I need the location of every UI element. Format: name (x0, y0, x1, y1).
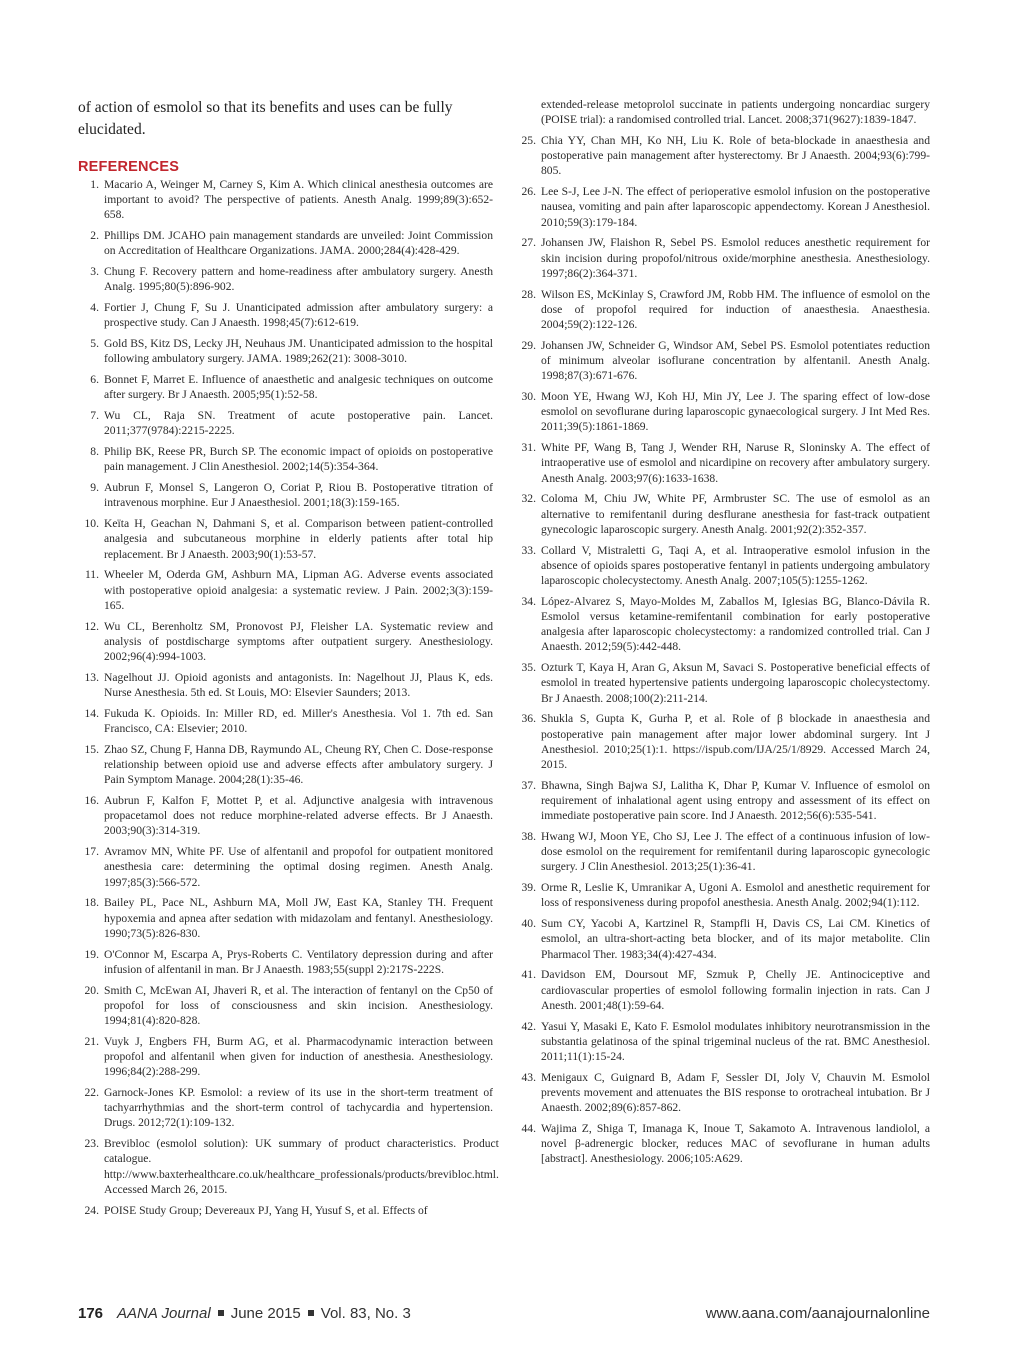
reference-item (515, 389, 930, 435)
reference-text: Aubrun F, Kalfon F, Mottet P, et al. Adjunctive analgesia with intravenous propacetamol does not reduce morphine-related adverse effects. Br J Anaesth. 2003;90(3):314-319. (104, 794, 493, 838)
references-list-right (515, 97, 930, 127)
reference-item (78, 983, 493, 1029)
reference-number: 30. (521, 390, 536, 404)
reference-item (78, 1034, 493, 1080)
reference-number: 24. (84, 1203, 99, 1217)
issue-date: June 2015 (230, 1305, 301, 1322)
reference-number: 25. (521, 134, 536, 147)
reference-text: POISE Study Group; Devereaux PJ, Yang H, Yusuf S, et al. Effects of (104, 1203, 428, 1217)
reference-number: 26. (521, 185, 536, 199)
reference-text: O'Connor M, Escarpa A, Prys-Roberts C. Ventilatory depression during and after infusion of alfentanil in man. Br J Anaesth. 1983;55(suppl 2):217S-222S. (104, 947, 493, 976)
reference-text: Wu CL, Berenholtz SM, Pronovost PJ, Fleisher LA. Systematic review and analysis of postdischarge symptoms after outpatient surgery. Anesthesiology. 2002;96(4):994-1003. (104, 619, 493, 664)
reference-text: Yasui Y, Masaki E, Kato F. Esmolol modulates inhibitory neurotransmission in the substantia gelatinosa of the spinal trigeminal nucleus of the rat. BMC Anesthesiol. 2011;11(1):15-24. (541, 1019, 930, 1064)
reference-text: Shukla S, Gupta K, Gurha P, et al. Role of β blockade in anaesthesia and postoperative pain management after major lower abdominal surgery. Int J Anesthesiol. 2010;25(1):1. https://ispub.com/IJA/25/1/8929. Accessed March 24, 2015. (541, 712, 930, 772)
references-list-left (78, 177, 499, 1218)
reference-continuation (515, 97, 930, 127)
reference-number: 41. (521, 968, 536, 982)
reference-number: 15. (84, 742, 99, 756)
reference-text: Macario A, Weinger M, Carney S, Kim A. Which clinical anesthesia outcomes are important to avoid? The perspective of patients. Anesth Analg. 1999;89(3):652-658. (104, 178, 493, 222)
reference-number: 27. (521, 236, 536, 250)
reference-text: Wilson ES, McKinlay S, Crawford JM, Robb HM. The influence of esmolol on the dose of propofol required for induction of anaesthesia. Anaesthesia. 2004;59(2):122-126. (541, 287, 930, 332)
reference-item (515, 916, 930, 962)
reference-number: 40. (521, 917, 536, 931)
reference-item (515, 184, 930, 230)
reference-item (515, 1121, 930, 1167)
reference-number: 16. (84, 794, 99, 808)
reference-text: Bailey PL, Pace NL, Ashburn MA, Moll JW, East KA, Stanley TH. Frequent hypoxemia and apnea after sedation with midazolam and fentanyl. Anesthesiology. 1990;73(5):826-830. (104, 896, 493, 940)
reference-number: 28. (521, 287, 536, 301)
reference-text: Johansen JW, Flaishon R, Sebel PS. Esmolol reduces anesthetic requirement for skin incision during propofol/nitrous oxide/morphine anesthesia. Anesthesiology. 1997;86(2):364-371. (541, 236, 930, 280)
reference-item (78, 408, 493, 438)
reference-item (515, 543, 930, 589)
reference-text: Sum CY, Yacobi A, Kartzinel R, Stampfli H, Davis CS, Lai CM. Kinetics of esmolol, an ultra-short-acting beta blocker, and of its major metabolite. Clin Pharmacol Ther. 1983;34(4):427-434. (541, 917, 930, 961)
reference-item (515, 491, 930, 537)
reference-number: 31. (521, 441, 536, 455)
reference-text: Gold BS, Kitz DS, Lecky JH, Neuhaus JM. Unanticipated admission to the hospital following ambulatory surgery. JAMA. 1989;262(21): 3008-3010. (104, 337, 493, 366)
reference-number: 14. (84, 706, 99, 720)
reference-number: 43. (521, 1070, 536, 1084)
reference-text: Bonnet F, Marret E. Influence of anaesthetic and analgesic techniques on outcome after surgery. Br J Anaesth. 2005;95(1):52-58. (104, 373, 493, 402)
reference-number: 32. (521, 492, 536, 506)
reference-text: Keïta H, Geachan N, Dahmani S, et al. Comparison between patient-controlled analgesia and subcutaneous morphine in elderly patients after total hip replacement. Br J Anaesth. 2003;90(1):53-57. (104, 517, 493, 561)
reference-item (515, 829, 930, 875)
reference-item (78, 177, 493, 223)
reference-text: Moon YE, Hwang WJ, Koh HJ, Min JY, Lee J. The sparing effect of low-dose esmolol on sevoflurane during laparoscopic gynaecological surgery. J Int Med Res. 2011;39(5):1861-1869. (541, 390, 930, 434)
reference-item (515, 287, 930, 333)
reference-text: Philip BK, Reese PR, Burch SP. The economic impact of opioids on postoperative pain management. J Clin Anesthesiol. 2002;14(5):354-364. (104, 445, 493, 474)
reference-item (78, 567, 493, 613)
reference-number: 7. (90, 409, 99, 423)
reference-item (515, 778, 930, 824)
reference-number: 4. (90, 301, 99, 315)
reference-number: 20. (84, 983, 99, 997)
reference-number: 35. (521, 661, 536, 675)
reference-text: Coloma M, Chiu JW, White PF, Armbruster SC. The use of esmolol as an alternative to remifentanil during desflurane anesthesia for fast-track outpatient gynecologic laparoscopic surgery. Anesth Analg. 2001;92(2):352-357. (541, 492, 930, 536)
reference-text: Wu CL, Raja SN. Treatment of acute postoperative pain. Lancet. 2011;377(9784):2215-2225. (104, 409, 493, 438)
reference-item (515, 133, 930, 179)
reference-text: Chia YY, Chan MH, Ko NH, Liu K. Role of beta-blockade in anaesthesia and postoperative pain management after hysterectomy. Br J Anaesth. 2004;93(6):799-805. (541, 134, 930, 178)
reference-item (78, 706, 493, 736)
reference-item (515, 967, 930, 1013)
reference-number: 36. (521, 712, 536, 726)
reference-number: 12. (84, 619, 99, 633)
reference-item (78, 793, 493, 839)
reference-number: 1. (90, 178, 99, 191)
reference-number: 42. (521, 1019, 536, 1033)
reference-text: Aubrun F, Monsel S, Langeron O, Coriat P, Riou B. Postoperative titration of intravenous morphine. Eur J Anaesthesiol. 2001;18(3):159-165. (104, 481, 493, 510)
reference-item (515, 1070, 930, 1116)
reference-number: 29. (521, 338, 536, 352)
reference-number: 10. (84, 517, 99, 531)
reference-item (515, 880, 930, 910)
references-heading: REFERENCES (78, 159, 180, 175)
reference-number: 11. (84, 568, 99, 582)
reference-number: 5. (90, 337, 99, 351)
reference-number: 22. (84, 1086, 99, 1100)
reference-text: Zhao SZ, Chung F, Hanna DB, Raymundo AL, Cheung RY, Chen C. Dose-response relationship between opioid use and adverse effects after ambulatory surgery. J Pain Symptom Manage. 2004;28(1):35-46. (104, 742, 493, 787)
reference-item (515, 594, 930, 655)
reference-number: 18. (84, 896, 99, 910)
reference-item (78, 844, 493, 890)
reference-number: 3. (90, 265, 99, 279)
reference-item (78, 372, 493, 402)
reference-item (515, 660, 930, 706)
journal-name: AANA Journal (117, 1305, 211, 1322)
reference-number: 33. (521, 543, 536, 557)
closing-paragraph: of action of esmolol so that its benefits and uses can be fully elucidated. (78, 99, 453, 138)
reference-number: 38. (521, 830, 536, 844)
reference-number: 13. (84, 670, 99, 684)
volume-issue: Vol. 83, No. 3 (320, 1305, 411, 1322)
footer-citation (78, 1305, 411, 1322)
reference-number: 37. (521, 778, 536, 792)
reference-number: 2. (90, 229, 99, 243)
reference-item (78, 480, 493, 510)
reference-item (515, 440, 930, 486)
reference-text: Hwang WJ, Moon YE, Cho SJ, Lee J. The effect of a continuous infusion of low-dose esmolol on the requirement for remifentanil during laparoscopic gynecologic surgery. J Clin Anesthesiol. 2013;25(1):36-41. (541, 830, 930, 874)
footer-url[interactable]: www.aana.com/aanajournalonline (705, 1305, 930, 1322)
reference-item (515, 711, 930, 772)
reference-item (78, 1203, 493, 1218)
left-column (78, 97, 499, 1223)
reference-text: Wheeler M, Oderda GM, Ashburn MA, Lipman AG. Adverse events associated with postoperative opioid analgesia: a systematic review. J Pain. 2002;3(3):159-165. (104, 568, 493, 612)
square-bullet-icon (218, 1310, 224, 1316)
reference-item (78, 300, 493, 330)
reference-number: 34. (521, 594, 536, 608)
reference-text: Vuyk J, Engbers FH, Burm AG, et al. Pharmacodynamic interaction between propofol and alfentanil when given for induction of anesthesia. Anesthesiology. 1996;84(2):288-299. (104, 1034, 493, 1079)
reference-text: Collard V, Mistraletti G, Taqi A, et al. Intraoperative esmolol infusion in the absence of opioids spares postoperative fentanyl in patients undergoing ambulatory laparoscopic cholecystectomy. Anesth Analg. 2007;105(5):1255-1262. (541, 543, 930, 588)
reference-text: Garnock-Jones KP. Esmolol: a review of its use in the short-term treatment of tachyarrhythmias and the short-term control of tachycardia and hypertension. Drugs. 2012;72(1):109-132. (104, 1086, 493, 1130)
reference-number: 8. (90, 445, 99, 459)
reference-number: 39. (521, 881, 536, 895)
reference-text: extended-release metoprolol succinate in patients undergoing noncardiac surgery (POISE trial): a randomised controlled trial. Lancet. 2008;371(9627):1839-1847. (541, 98, 930, 127)
reference-item (78, 619, 493, 665)
reference-text: Lee S-J, Lee J-N. The effect of perioperative esmolol infusion on the postoperative nausea, vomiting and pain after laparoscopic appendectomy. Korean J Anesthesiol. 2010;59(3):179-184. (541, 185, 930, 229)
reference-item (78, 670, 493, 700)
reference-text: Phillips DM. JCAHO pain management standards are unveiled: Joint Commission on Accreditation of Healthcare Organizations. JAMA. 2000;284(4):428-429. (104, 229, 493, 258)
square-bullet-icon (308, 1310, 314, 1316)
right-column (515, 97, 930, 1172)
reference-number: 21. (84, 1034, 99, 1048)
reference-number: 23. (84, 1137, 99, 1151)
reference-text: Avramov MN, White PF. Use of alfentanil and propofol for outpatient monitored anesthesia care: determining the optimal dosing regimen. Anesth Analg. 1997;85(3):566-572. (104, 845, 493, 889)
reference-item (515, 338, 930, 384)
reference-item (78, 895, 493, 941)
reference-text: Orme R, Leslie K, Umranikar A, Ugoni A. Esmolol and anesthetic requirement for loss of responsiveness during propofol anesthesia. Anesth Analg. 2002;94(1):112. (541, 881, 930, 910)
reference-text: Smith C, McEwan AI, Jhaveri R, et al. The interaction of fentanyl on the Cp50 of propofol for loss of consciousness and skin incision. Anesthesiology. 1994;81(4):820-828. (104, 983, 493, 1028)
reference-text: White PF, Wang B, Tang J, Wender RH, Naruse R, Sloninsky A. The effect of intraoperative use of esmolol and nicardipine on recovery after ambulatory surgery. Anesth Analg. 2003;97(6):1633-1638. (541, 441, 930, 485)
reference-text: Menigaux C, Guignard B, Adam F, Sessler DI, Joly V, Chauvin M. Esmolol prevents movement and attenuates the BIS response to orotracheal intubation. Br J Anaesth. 2002;89(6):857-862. (541, 1070, 930, 1115)
reference-item (78, 1085, 493, 1131)
reference-item (78, 444, 493, 474)
reference-item (78, 264, 493, 294)
page-number: 176 (78, 1305, 104, 1322)
reference-number: 17. (84, 845, 99, 859)
reference-item (78, 228, 493, 258)
reference-text: Fukuda K. Opioids. In: Miller RD, ed. Miller's Anesthesia. Vol 1. 7th ed. San Francisco, CA: Elsevier; 2010. (104, 706, 493, 736)
reference-text: Ozturk T, Kaya H, Aran G, Aksun M, Savaci S. Postoperative beneficial effects of esmolol in treated hypertensive patients undergoing laparoscopic cholecystectomy. Br J Anaesth. 2008;100(2):211-214. (541, 661, 930, 705)
reference-text: Johansen JW, Schneider G, Windsor AM, Sebel PS. Esmolol potentiates reduction of minimum alveolar isoflurane concentration by alfentanil. Anesth Analg. 1998;87(3):671-676. (541, 338, 930, 383)
reference-text: López-Alvarez S, Mayo-Moldes M, Zaballos M, Iglesias BG, Blanco-Dávila R. Esmolol versus ketamine-remifentanil combination for early postoperative analgesia after laparoscopic cholecystectomy: a randomized controlled trial. Can J Anaesth. 2012;59(5):442-448. (541, 594, 930, 654)
reference-text: Chung F. Recovery pattern and home-readiness after ambulatory surgery. Anesth Analg. 1995;80(5):896-902. (104, 265, 493, 294)
reference-text: Nagelhout JJ. Opioid agonists and antagonists. In: Nagelhout JJ, Plaus K, eds. Nurse Anesthesia. 5th ed. St Louis, MO: Elsevier Saunders; 2013. (104, 670, 493, 700)
reference-item (515, 1019, 930, 1065)
references-list-right-items (515, 133, 930, 1167)
page-footer (78, 1305, 930, 1327)
reference-text: Bhawna, Singh Bajwa SJ, Lalitha K, Dhar P, Kumar V. Influence of esmolol on requirement of inhalational agent using entropy and assessment of its effect on immediate postoperative pain score. Ind J Anaesth. 2012;56(6):535-541. (541, 778, 930, 823)
reference-number: 19. (84, 947, 99, 961)
reference-text: Wajima Z, Shiga T, Imanaga K, Inoue T, Sakamoto A. Intravenous landiolol, a novel β-adrenergic blocker, reduces MAC of sevoflurane in human adults [abstract]. Anesthesiology. 2006;105:A629. (541, 1122, 930, 1166)
reference-number: 9. (90, 481, 99, 495)
reference-number: 6. (90, 373, 99, 387)
reference-number: 44. (521, 1122, 536, 1136)
reference-item (515, 235, 930, 281)
reference-text: Davidson EM, Doursout MF, Szmuk P, Chelly JE. Antinociceptive and cardiovascular properties of esmolol following formalin injection in rats. Can J Anesth. 2001;48(1):59-64. (541, 968, 930, 1012)
reference-text: Fortier J, Chung F, Su J. Unanticipated admission after ambulatory surgery: a prospective study. Can J Anaesth. 1998;45(7):612-619. (104, 301, 493, 330)
reference-text: Brevibloc (esmolol solution): UK summary of product characteristics. Product catalogue. http://www.baxterhealthcare.co.uk/healthcare_professionals/products/brevibloc.html. Accessed March 26, 2015. (104, 1137, 499, 1196)
reference-item (78, 1136, 499, 1197)
reference-item (78, 947, 493, 977)
reference-item (78, 336, 493, 366)
reference-item (78, 742, 493, 788)
reference-item (78, 516, 493, 562)
